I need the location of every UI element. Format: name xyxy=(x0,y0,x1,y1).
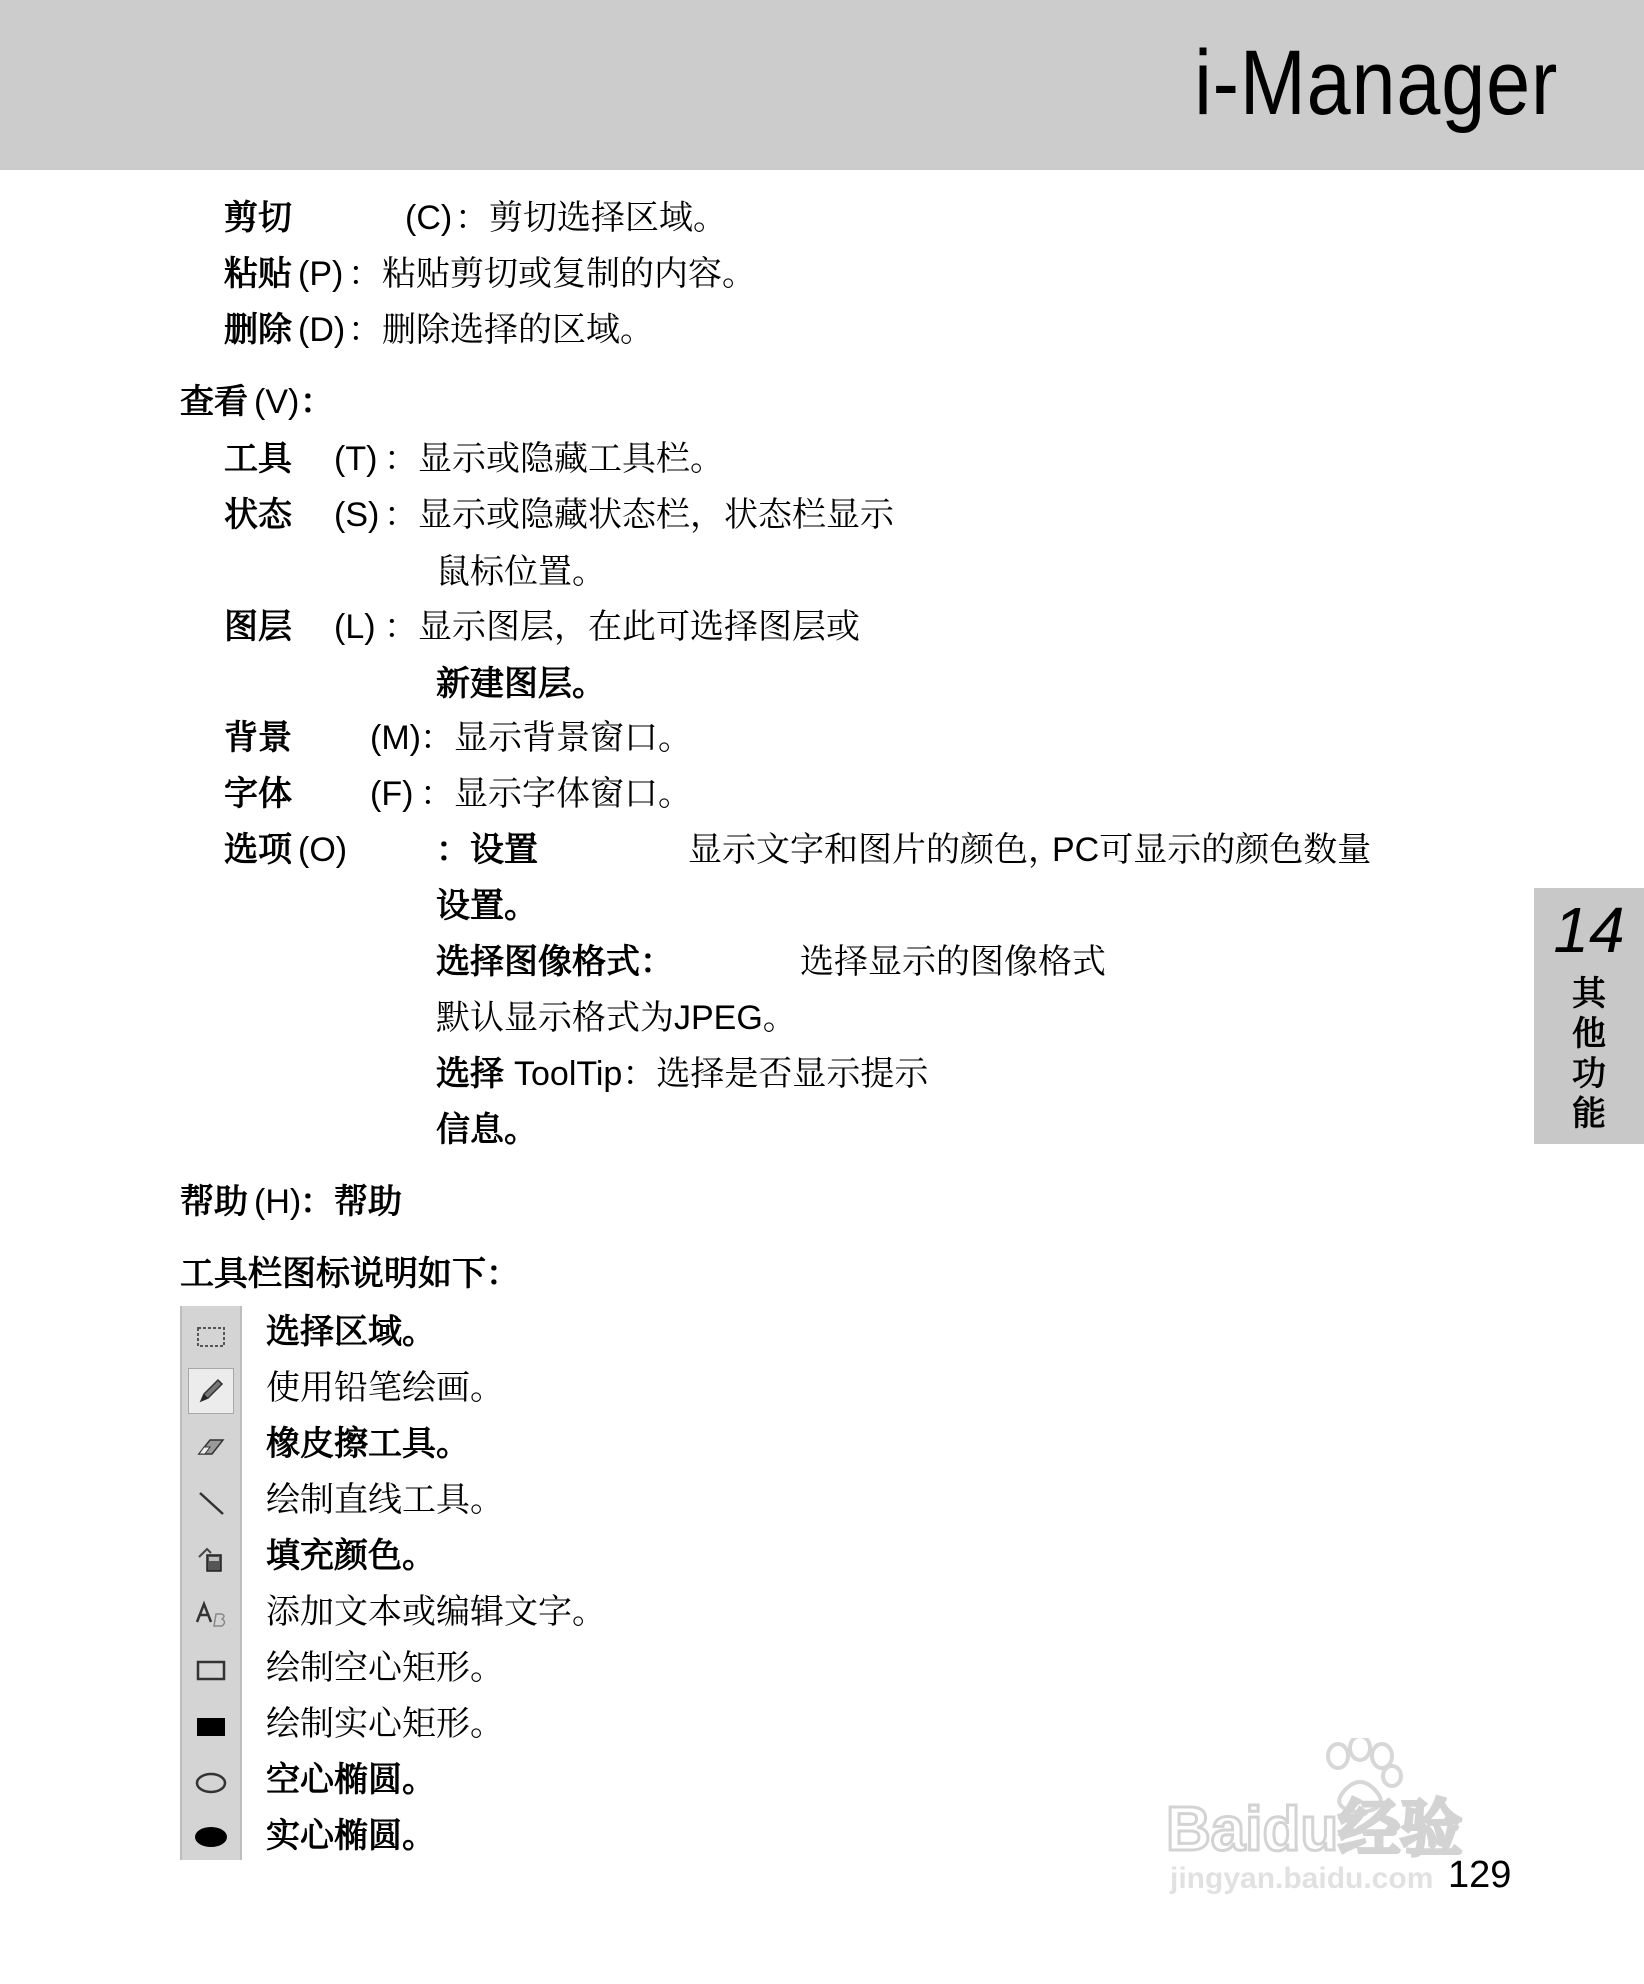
menu-item-description-continued: 鼠标位置。 xyxy=(436,553,606,591)
page-number: 129 xyxy=(1448,1854,1512,1896)
tool-label: 使用铅笔绘画。 xyxy=(266,1369,504,1407)
rectangle-outline-icon xyxy=(188,1648,234,1694)
menu-item-description: ：粘贴剪切或复制的内容。 xyxy=(348,255,756,293)
menu-item-description: 选择显示的图像格式 xyxy=(800,943,1106,981)
shortcut-key: (C) xyxy=(405,199,453,237)
ellipse-outline-icon xyxy=(188,1760,234,1806)
tool-label: 添加文本或编辑文字。 xyxy=(266,1593,606,1631)
tool-label: 绘制直线工具。 xyxy=(266,1481,504,1519)
menu-item-layer: 图层 xyxy=(224,608,292,646)
toolbar-intro: 工具栏图标说明如下： xyxy=(180,1255,520,1293)
watermark-text: Baidu经验 xyxy=(1166,1795,1463,1864)
menu-item-delete: 删除 xyxy=(224,311,292,349)
menu-item-paste: 粘贴 xyxy=(224,255,292,293)
menu-item-description: ：显示或隐藏工具栏。 xyxy=(384,440,724,478)
menu-item-cut: 剪切 xyxy=(224,199,292,237)
tool-label: 绘制空心矩形。 xyxy=(266,1649,504,1687)
watermark-subtext: jingyan.baidu.com xyxy=(1170,1862,1434,1895)
menu-item-description: ：设置 xyxy=(436,831,538,869)
shortcut-key: (H) xyxy=(254,1183,302,1221)
menu-item-description: 选择 xyxy=(436,1055,504,1093)
menu-item-status: 状态 xyxy=(224,496,292,534)
shortcut-key: (L) xyxy=(334,608,376,646)
menu-item-description: ：显示字体窗口。 xyxy=(420,775,692,813)
chapter-title-char: 能 xyxy=(1572,1095,1606,1133)
menu-item-description-continued: 新建图层。 xyxy=(436,665,606,703)
shortcut-key: (S) xyxy=(334,496,380,534)
chapter-title-char: 功 xyxy=(1572,1055,1606,1093)
menu-item-options: 选项 xyxy=(224,831,292,869)
shortcut-key: (M) xyxy=(370,719,421,757)
tool-label: 填充颜色。 xyxy=(266,1537,436,1575)
rectangle-filled-icon xyxy=(188,1704,234,1750)
menu-item-tools: 工具 xyxy=(224,440,292,478)
menu-item-description: ：显示背景窗口。 xyxy=(420,719,692,757)
page-header xyxy=(0,0,1644,170)
chapter-tab xyxy=(1534,888,1644,1144)
pencil-icon xyxy=(188,1368,234,1414)
tool-label: 实心椭圆。 xyxy=(266,1817,436,1855)
menu-item-description: 显示文字和图片的颜色， xyxy=(688,831,1062,869)
menu-item-font: 字体 xyxy=(224,775,292,813)
text-icon xyxy=(188,1592,234,1638)
menu-help: 帮助 xyxy=(180,1183,248,1221)
shortcut-key: (T) xyxy=(334,440,378,478)
menu-item-description: 选择图像格式： xyxy=(436,943,674,981)
menu-item-description: ：显示或隐藏状态栏，状态栏显示 xyxy=(384,496,894,534)
shortcut-key: (F) xyxy=(370,775,414,813)
shortcut-key: (D) xyxy=(298,311,346,349)
shortcut-key: (P) xyxy=(298,255,344,293)
shortcut-key: (O) xyxy=(298,831,348,869)
eraser-icon xyxy=(188,1424,234,1470)
menu-item-background: 背景 xyxy=(224,719,292,757)
chapter-title-char: 他 xyxy=(1572,1015,1606,1053)
menu-view: 查看 xyxy=(180,383,248,421)
chapter-title-char: 其 xyxy=(1572,975,1606,1013)
menu-item-description: ：显示图层，在此可选择图层或 xyxy=(384,608,860,646)
tool-label: 空心椭圆。 xyxy=(266,1761,436,1799)
tool-palette xyxy=(180,1306,242,1860)
menu-item-description: ： xyxy=(300,383,334,421)
tool-label: 绘制实心矩形。 xyxy=(266,1705,504,1743)
tool-label: 选择区域。 xyxy=(266,1313,436,1351)
fill-bucket-icon xyxy=(188,1536,234,1582)
header-title: i-Manager xyxy=(1194,32,1558,134)
menu-item-description: ：剪切选择区域。 xyxy=(455,199,727,237)
ellipse-filled-icon xyxy=(188,1814,234,1860)
chapter-number: 14 xyxy=(1553,894,1625,966)
menu-item-description: ：删除选择的区域。 xyxy=(348,311,654,349)
menu-item-description-continued: 默认显示格式为JPEG。 xyxy=(436,999,797,1037)
shortcut-key: (V) xyxy=(254,383,300,421)
menu-item-description-continued: 设置。 xyxy=(436,887,538,925)
menu-item-description: ：帮助 xyxy=(300,1183,402,1221)
menu-item-description: PC可显示的颜色数量 xyxy=(1052,831,1372,869)
menu-item-description: ToolTip：选择是否显示提示 xyxy=(514,1055,929,1093)
menu-item-description-continued: 信息。 xyxy=(436,1111,538,1149)
tool-label: 橡皮擦工具。 xyxy=(266,1425,470,1463)
line-icon xyxy=(188,1480,234,1526)
select-rectangle-icon xyxy=(188,1314,234,1360)
